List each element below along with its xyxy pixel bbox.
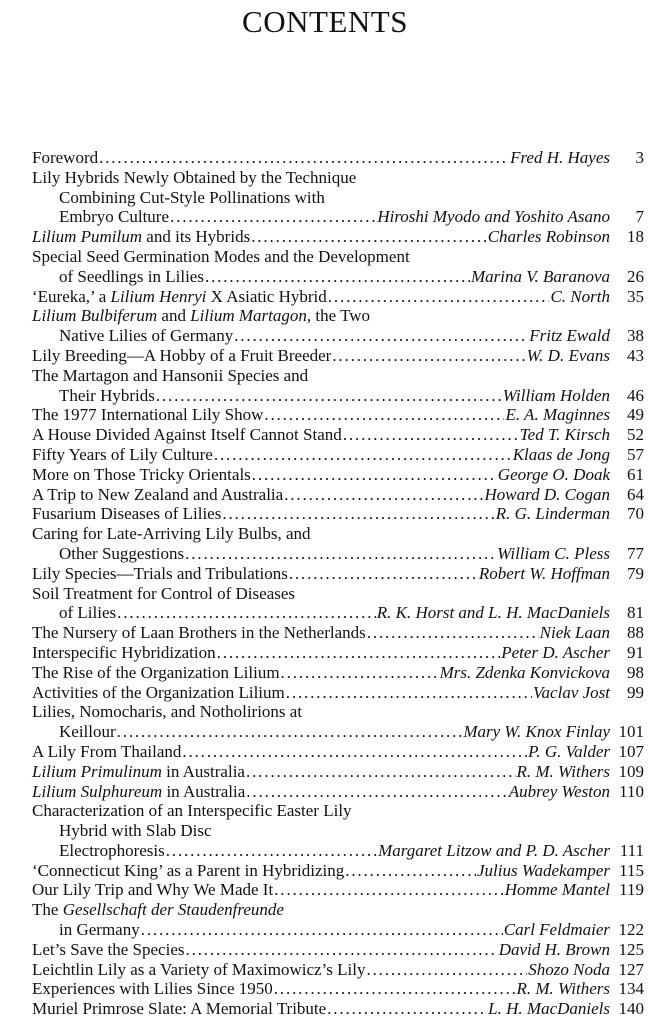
entry-title (59, 841, 165, 861)
entry-title (59, 326, 233, 346)
entry-title (32, 168, 356, 188)
entry-title (32, 346, 331, 366)
entry-author: David H. Brown (498, 939, 610, 959)
title-segment: Let’s Save the Species (32, 939, 185, 959)
entry-author: Charles Robinson (487, 227, 610, 247)
entry-author: Marina V. Baranova (471, 266, 610, 286)
toc-entry (32, 762, 644, 782)
dot-leader (274, 880, 504, 900)
title-segment: Interspecific Hybridization (32, 642, 216, 662)
toc-entry (32, 960, 644, 980)
entry-author: Fritz Ewald (529, 326, 610, 346)
entry-title (59, 544, 184, 564)
toc-entry (32, 782, 644, 802)
dot-leader (117, 603, 376, 623)
toc-entry (32, 148, 644, 168)
dot-leader (234, 326, 528, 346)
entry-title (59, 386, 155, 406)
title-segment: ‘Connecticut King’ as a Parent in Hybridizing (32, 860, 345, 880)
toc-entry (32, 742, 644, 762)
entry-page-number: 70 (627, 504, 644, 524)
entry-author: R. M. Withers (516, 979, 610, 999)
dot-leader (117, 722, 463, 742)
dot-leader (156, 386, 502, 406)
entry-title (32, 960, 365, 980)
entry-title (32, 999, 326, 1019)
entry-author: Hiroshi Myodo and Yoshito Asano (377, 207, 610, 227)
table-of-contents (32, 148, 644, 1019)
dot-leader (286, 683, 532, 703)
entry-author: Niek Laan (539, 623, 610, 643)
dot-leader (281, 663, 439, 683)
entry-page-number: 111 (619, 840, 644, 860)
entry-page-number: 107 (618, 741, 644, 761)
dot-leader (289, 564, 478, 584)
toc-entry (32, 683, 644, 703)
entry-page-number: 110 (619, 781, 644, 801)
toc-entry-continuation (32, 544, 644, 564)
dot-leader (222, 504, 494, 524)
title-segment: Foreword (32, 148, 99, 167)
toc-entry-continuation (32, 603, 644, 623)
entry-page-number: 81 (627, 603, 644, 623)
title-segment: A House Divided Against Itself Cannot Stand (32, 425, 342, 445)
title-segment: Muriel Primrose Slate: A Memorial Tribute (32, 999, 327, 1019)
toc-entry (32, 663, 644, 683)
entry-page-number: 127 (618, 959, 644, 979)
dot-leader (332, 346, 525, 366)
entry-author: Vaclav Jost (533, 682, 610, 702)
entry-author: Mrs. Zdenka Konvickova (439, 662, 610, 682)
dot-leader (367, 623, 539, 643)
entry-page-number: 101 (618, 722, 644, 742)
dot-leader (327, 999, 487, 1019)
entry-author: L. H. MacDaniels (488, 999, 610, 1019)
title-segment: Lily Hybrids Newly Obtained by the Technique (32, 167, 357, 187)
toc-entry (32, 861, 644, 881)
entry-page-number: 119 (619, 880, 644, 900)
entry-title (32, 366, 308, 386)
entry-author: Homme Mantel (504, 880, 610, 900)
title-segment: Combining Cut-Style Pollinations with (59, 187, 325, 207)
entry-page-number: 99 (627, 682, 644, 702)
entry-page-number: 7 (635, 207, 644, 227)
entry-title (59, 603, 116, 623)
entry-author: Howard D. Cogan (484, 484, 610, 504)
title-segment: Experiences with Lilies Since 1950 (32, 979, 273, 999)
title-segment: in Australia (161, 761, 245, 781)
toc-entry (32, 979, 644, 999)
entry-page-number: 46 (627, 385, 644, 405)
entry-page-number: 134 (618, 979, 644, 999)
title-segment: The Martagon and Hansonii Species and (32, 365, 309, 385)
entry-title (32, 762, 245, 782)
title-segment: The Nursery of Laan Brothers in the Netherlands (32, 623, 366, 643)
entry-page-number: 77 (627, 543, 644, 563)
entry-title (32, 485, 283, 505)
toc-entry-continuation (32, 326, 644, 346)
entry-page-number: 79 (627, 563, 644, 583)
dot-leader (274, 979, 516, 999)
entry-title (59, 722, 116, 742)
entry-page-number: 115 (619, 860, 644, 880)
title-segment: the Two (311, 306, 371, 326)
title-segment: and its Hybrids (142, 227, 251, 247)
title-segment: Characterization of an Interspecific Easter Lily (32, 801, 352, 821)
entry-title (32, 940, 185, 960)
toc-entry (32, 445, 644, 465)
title-segment: Leichtlin Lily as a Variety of Maximowicz’s Lily (32, 959, 366, 979)
entry-title (59, 821, 212, 841)
entry-page-number: 49 (627, 405, 644, 425)
title-segment: in Australia (162, 781, 246, 801)
title-segment: Lily Breeding—A Hobby of a Fruit Breeder (32, 345, 332, 365)
dot-leader (182, 742, 527, 762)
dot-leader (186, 940, 498, 960)
dot-leader (166, 841, 377, 861)
title-segment: Keillour (59, 722, 116, 742)
entry-author: R. K. Horst and L. H. MacDaniels (376, 603, 610, 623)
toc-entry (32, 168, 644, 188)
toc-entry (32, 247, 644, 267)
dot-leader (345, 861, 476, 881)
title-segment: Hybrid with Slab Disc (59, 821, 212, 841)
dot-leader (170, 207, 376, 227)
entry-page-number: 52 (627, 425, 644, 445)
dot-leader (185, 544, 496, 564)
title-segment: Fusarium Diseases of Lilies (32, 504, 222, 524)
dot-leader (264, 405, 504, 425)
entry-author: Klaas de Jong (512, 444, 610, 464)
dot-leader (328, 287, 550, 307)
title-segment: Electrophoresis (59, 840, 165, 860)
entry-page-number: 125 (618, 939, 644, 959)
entry-title (32, 405, 263, 425)
entry-title (32, 861, 344, 881)
toc-entry-continuation (32, 267, 644, 287)
entry-title (32, 287, 327, 307)
entry-author: Fred H. Hayes (510, 148, 610, 167)
title-segment: The Rise of the Organization Lilium (32, 662, 280, 682)
entry-page-number: 43 (627, 345, 644, 365)
toc-entry (32, 999, 644, 1019)
entry-title (32, 227, 250, 247)
entry-title (59, 188, 325, 208)
entry-page-number: 57 (627, 444, 644, 464)
entry-author: Shozo Noda (528, 959, 610, 979)
dot-leader (251, 227, 487, 247)
dot-leader (343, 425, 519, 445)
entry-author: C. North (550, 286, 610, 306)
title-segment: More on Those Tricky Orientals (32, 464, 251, 484)
entry-title (32, 445, 213, 465)
entry-author: W. D. Evans (526, 345, 610, 365)
entry-author: Peter D. Ascher (501, 642, 610, 662)
title-segment: Activities of the Organization Lilium (32, 682, 285, 702)
toc-entry (32, 623, 644, 643)
page-title: CONTENTS (242, 4, 408, 39)
entry-title (32, 306, 370, 326)
entry-author: Mary W. Knox Finlay (463, 722, 610, 742)
toc-entry (32, 524, 644, 544)
entry-title (32, 900, 284, 920)
dot-leader (366, 960, 527, 980)
entry-page-number: 18 (627, 227, 644, 247)
title-segment: in Germany (59, 920, 140, 940)
entry-page-number: 88 (627, 623, 644, 643)
toc-entry (32, 801, 644, 821)
entry-page-number: 64 (627, 484, 644, 504)
title-italic-segment: Lilium Primulinum (32, 761, 162, 781)
entry-page-number: 109 (618, 761, 644, 781)
entry-title (59, 267, 204, 287)
entry-title (59, 920, 140, 940)
entry-title (32, 663, 280, 683)
toc-entry (32, 643, 644, 663)
entry-author: P. G. Valder (528, 741, 610, 761)
title-segment: A Trip to New Zealand and Australia (32, 484, 284, 504)
title-italic-segment: Gesellschaft der Staudenfreunde (62, 900, 284, 920)
toc-entry-continuation (32, 821, 644, 841)
title-segment: of Lilies (59, 603, 117, 623)
entry-title (32, 465, 251, 485)
dot-leader (214, 445, 512, 465)
toc-entry-continuation (32, 841, 644, 861)
title-segment: ‘Eureka,’ a (32, 286, 111, 306)
entry-page-number: 3 (635, 148, 644, 167)
entry-page-number: 38 (627, 326, 644, 346)
toc-entry (32, 584, 644, 604)
toc-entry (32, 306, 644, 326)
entry-title (32, 148, 98, 168)
toc-entry-continuation (32, 920, 644, 940)
title-segment: Fifty Years of Lily Culture (32, 444, 213, 464)
entry-title (32, 683, 285, 703)
dot-leader (246, 782, 508, 802)
title-segment: Lilies, Nomocharis, and Notholirions at (32, 702, 303, 722)
title-segment: Soil Treatment for Control of Diseases (32, 583, 296, 603)
entry-title (32, 643, 216, 663)
entry-title (32, 584, 295, 604)
toc-entry (32, 702, 644, 722)
entry-author: Robert W. Hoffman (478, 563, 610, 583)
toc-entry (32, 880, 644, 900)
dot-leader (217, 643, 501, 663)
title-italic-segment: Lilium Bulbiferum (32, 306, 158, 326)
title-segment: of Seedlings in Lilies (59, 266, 204, 286)
entry-title (32, 524, 311, 544)
entry-title (32, 801, 352, 821)
entry-title (32, 979, 273, 999)
entry-author: Margaret Litzow and P. D. Ascher (378, 840, 610, 860)
toc-entry (32, 940, 644, 960)
entry-author: Carl Feldmaier (503, 920, 610, 940)
dot-leader (141, 920, 503, 940)
entry-author: William C. Pless (497, 543, 610, 563)
entry-author: William Holden (502, 385, 610, 405)
entry-title (32, 623, 366, 643)
toc-entry (32, 485, 644, 505)
entry-author: Ted T. Kirsch (519, 425, 610, 445)
title-segment: and (157, 306, 191, 326)
title-segment: The 1977 International Lily Show (32, 405, 264, 425)
dot-leader (246, 762, 516, 782)
toc-entry-continuation (32, 386, 644, 406)
title-segment: Other Suggestions (59, 543, 185, 563)
toc-entry (32, 900, 644, 920)
toc-entry (32, 504, 644, 524)
entry-title (32, 425, 342, 445)
entry-author: Julius Wadekamper (477, 860, 610, 880)
toc-entry-continuation (32, 207, 644, 227)
entry-title (32, 782, 245, 802)
entry-author: George O. Doak (497, 464, 610, 484)
title-italic-segment: Lilium Henryi (110, 286, 207, 306)
toc-entry-continuation (32, 722, 644, 742)
title-italic-segment: Lilium Sulphureum (32, 781, 163, 801)
entry-page-number: 61 (627, 464, 644, 484)
entry-author: Aubrey Weston (508, 781, 610, 801)
toc-entry (32, 405, 644, 425)
title-segment: Native Lilies of Germany (59, 326, 234, 346)
title-segment: Lily Species—Trials and Tribulations (32, 563, 288, 583)
entry-title (32, 504, 221, 524)
title-segment: The (32, 900, 63, 920)
entry-title (32, 880, 273, 900)
title-segment: Our Lily Trip and Why We Made It (32, 880, 274, 900)
entry-author: R. M. Withers (516, 761, 610, 781)
toc-entry (32, 465, 644, 485)
toc-entry (32, 564, 644, 584)
title-italic-segment: Lilium Martagon, (190, 306, 312, 326)
entry-page-number: 98 (627, 662, 644, 682)
entry-title (32, 742, 181, 762)
title-segment: X Asiatic Hybrid (206, 286, 327, 306)
title-segment: A Lily From Thailand (32, 741, 182, 761)
title-segment: Embryo Culture (59, 207, 170, 227)
entry-title (32, 247, 410, 267)
entry-page-number: 91 (627, 642, 644, 662)
entry-author: R. G. Linderman (495, 504, 610, 524)
toc-entry (32, 425, 644, 445)
entry-page-number: 35 (627, 286, 644, 306)
toc-entry (32, 287, 644, 307)
entry-title (59, 207, 169, 227)
toc-entry (32, 366, 644, 386)
entry-page-number: 26 (627, 266, 644, 286)
entry-title (32, 702, 302, 722)
entry-title (32, 564, 288, 584)
entry-author: E. A. Maginnes (505, 405, 610, 425)
dot-leader (99, 148, 509, 168)
dot-leader (252, 465, 497, 485)
title-segment: Their Hybrids (59, 385, 155, 405)
toc-entry-continuation (32, 188, 644, 208)
title-segment: Caring for Late-Arriving Lily Bulbs, and (32, 524, 311, 544)
dot-leader (205, 267, 470, 287)
toc-entry (32, 346, 644, 366)
title-segment: Special Seed Germination Modes and the Development (32, 246, 410, 266)
title-italic-segment: Lilium Pumilum (32, 227, 143, 247)
dot-leader (284, 485, 483, 505)
entry-page-number: 122 (618, 920, 644, 940)
toc-entry (32, 227, 644, 247)
entry-page-number: 140 (618, 999, 644, 1019)
